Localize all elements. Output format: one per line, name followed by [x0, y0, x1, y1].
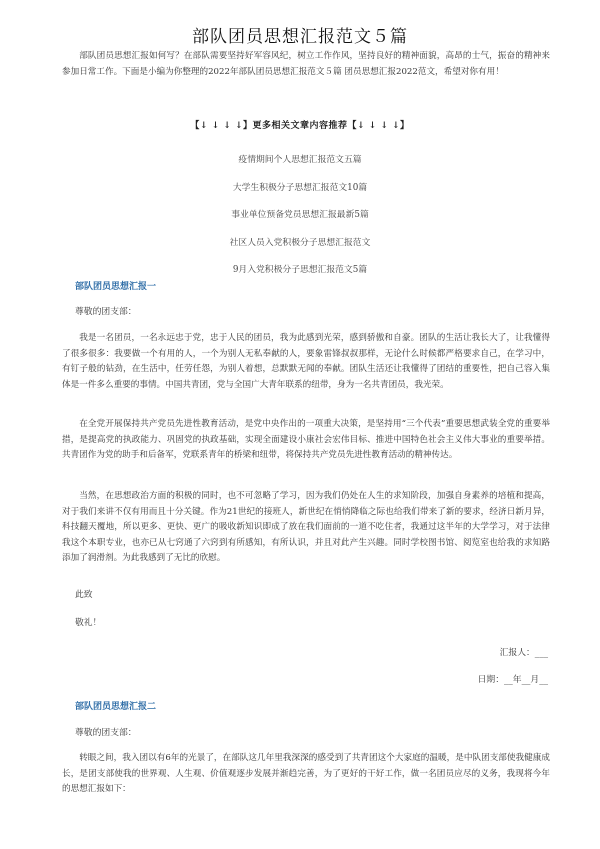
closing-line: 此致: [75, 590, 93, 600]
recommend-header: 【↓ ↓ ↓ ↓】更多相关文章内容推荐【↓ ↓ ↓ ↓】: [190, 121, 410, 131]
body-paragraph: 我是一名团员，一名永远忠于党，忠于人民的团员，我为此感到光荣，感到骄傲和自豪。团队的生活让我长大了，让我懂得了很多很多：我要做一个有用的人，一个为别人无私奉献的人，要象雷锋叔叔那样，无论什么时候都严格要求自己，在学习中，有钉子般的钻劲，在生活中，任劳任怨，为别人着想，总默默无闻的奉献。团队生活还让我懂得了团结的重要性，把自己容入集体是一件多么重要的事情。中国共青团，党与全国广大青年联系的纽带，身为一名共青团员，我光荣。: [62, 333, 550, 390]
date-line: 日期：__年__月__: [477, 675, 548, 685]
salutation-1: 尊敬的团支部：: [75, 307, 137, 317]
recommend-link[interactable]: 疫情期间个人思想汇报范文五篇: [238, 155, 362, 165]
body-paragraph: 在全党开展保持共产党员先进性教育活动，是党中央作出的一项重大决策，是坚持用“三个代表”重要思想武装全党的重要举措，是提高党的执政能力、巩固党的执政基础，实现全面建设小康社会宏伟目标、推进中国特色社会主义伟大事业的重要举措。共青团作为党的助手和后备军，党联系青年的桥梁和纽带，将保持共产党员先进性教育活动的精神传达。: [62, 419, 550, 460]
recommend-link[interactable]: 事业单位预备党员思想汇报最新5篇: [231, 210, 369, 220]
page-title: 部队团员思想汇报范文５篇: [192, 27, 408, 47]
reporter-line: 汇报人：___: [499, 648, 548, 658]
body-paragraph: 转眼之间，我入团以有6年的光景了，在部队这几年里我深深的感受到了共青团这个大家庭的温暖，是中队团支部使我健康成长，是团支部使我的世界观、人生观、价值观逐步发展并渐趋完善，为了更好的干好工作，做一名团员应尽的义务，我现将今年的思想汇报如下：: [62, 753, 550, 794]
salutation-2: 尊敬的团支部：: [75, 728, 137, 738]
intro-paragraph: 部队团员思想汇报如何写？在部队需要坚持好军容风纪，树立工作作风，坚持良好的精神面貌，高昂的士气，振奋的精神来参加日常工作。下面是小编为你整理的2022年部队团员思想汇报范文５篇 团员思想汇报2022范文，希望对你有用！: [62, 51, 550, 77]
section-title-1: 部队团员思想汇报一: [75, 282, 157, 292]
closing-line: 敬礼！: [75, 618, 102, 628]
recommend-link[interactable]: 9月入党积极分子思想汇报范文5篇: [232, 265, 368, 275]
recommend-list: [0, 147, 600, 285]
section-title-2: 部队团员思想汇报二: [75, 702, 157, 712]
recommend-link[interactable]: 大学生积极分子思想汇报范文10篇: [232, 182, 368, 193]
body-paragraph: 当然，在思想政治方面的积极的同时，也不可忽略了学习，因为我们仍处在人生的求知阶段，加强自身素养的培植和提高，对于我们来讲不仅有用而且十分关键。作为21世纪的接班人，新世纪在悄悄降临之际也给我们带来了新的要求，经济日新月异，科技翻天覆地，所以更多、更快、更广的吸收新知识即成了放在我们面前的一道不吃住者，我通过这半年的大学学习，对于法律我这个本职专业，也亦已从七窍通了六窍到有所感知，有所认识，并且对此产生兴趣。同时学校图书馆、阅览室也给我的求知路添加了润滑剂。为此我感到了无比的欣慰。: [62, 491, 550, 563]
recommend-link[interactable]: 社区人员入党积极分子思想汇报范文: [229, 237, 371, 248]
